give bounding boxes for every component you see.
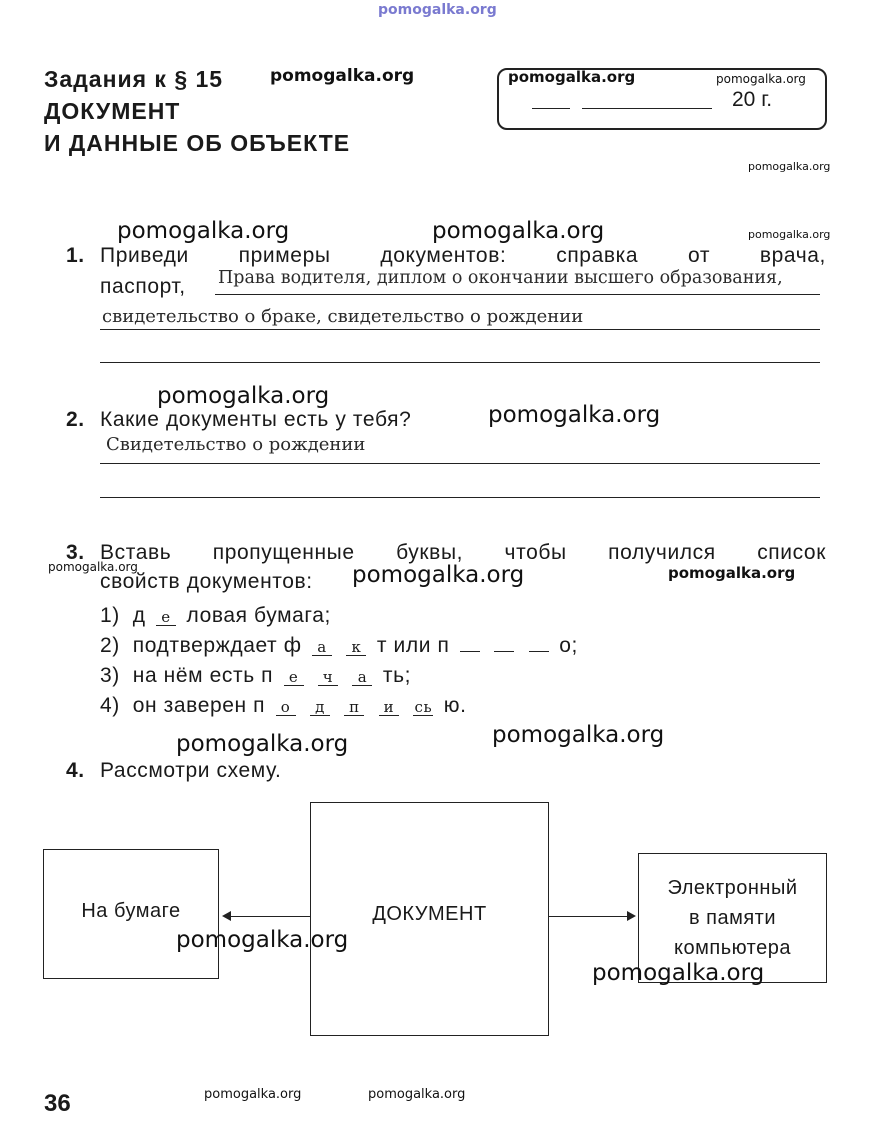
watermark-date-right: pomogalka.org	[716, 72, 806, 86]
scheme-arrow-right-line	[549, 916, 629, 917]
watermark-task2-above: pomogalka.org	[157, 383, 330, 409]
task3-item-4-blank-4: и	[379, 699, 399, 716]
task3-item-2-blank-4	[494, 651, 514, 652]
task3-number: 3.	[66, 541, 85, 564]
task1-number: 1.	[66, 244, 85, 267]
task3-item-1-post: ловая бумага;	[186, 604, 331, 627]
task1-answer-2: свидетельство о браке, свидетельство о рождении	[102, 306, 584, 327]
date-year-suffix: 20 г.	[732, 88, 773, 111]
task3-item-4-blank-2: д	[310, 699, 330, 716]
scheme-box-electronic-line1: Электронный	[667, 877, 798, 899]
task3-item-3-blank-3: а	[352, 669, 372, 686]
task3-item-3-pre: на нём есть п	[132, 664, 274, 687]
scheme-box-document-label: ДОКУМЕНТ	[372, 902, 487, 925]
task3-item-2-post: о;	[559, 634, 578, 657]
watermark-task3-inline: pomogalka.org	[352, 562, 525, 588]
task3-item-2-blank-5	[529, 651, 549, 652]
watermark-task2-inline: pomogalka.org	[488, 402, 661, 428]
task2-number: 2.	[66, 408, 85, 431]
task2-answer-line1	[100, 463, 820, 464]
task4-text: Рассмотри схему.	[100, 759, 282, 782]
header-title-line3: И ДАННЫЕ ОБ ОБЪЕКТЕ	[44, 130, 351, 156]
task3-item-3-blank-2: ч	[318, 669, 338, 686]
task3-text-line2: свойств документов:	[100, 570, 313, 593]
task2-answer: Свидетельство о рождении	[106, 434, 366, 455]
task3-item-4-blank-3: п	[344, 699, 364, 716]
watermark-footer-2: pomogalka.org	[368, 1087, 466, 1102]
watermark-task3-right: pomogalka.org	[668, 564, 796, 582]
scheme-arrow-left-head	[222, 911, 231, 921]
task1-answer-line1	[215, 294, 820, 295]
task1-text-line2: паспорт,	[100, 275, 186, 298]
page-number: 36	[44, 1090, 71, 1117]
task3-item-2-mid: т или п	[376, 634, 450, 657]
watermark-date-left: pomogalka.org	[508, 68, 636, 86]
watermark-task4-right: pomogalka.org	[492, 722, 665, 748]
task3-item-4-blank-5: сь	[414, 698, 433, 716]
task3-item-4-pre: он заверен п	[132, 694, 266, 717]
task2-answer-line2	[100, 497, 820, 498]
task1-answer-1: Права водителя, диплом о окончании высшего образования,	[218, 268, 783, 288]
task3-item-3-blank-1: е	[284, 669, 304, 686]
task3-item-4-num: 4)	[100, 694, 120, 717]
task3-item-3-post: ть;	[382, 664, 412, 687]
task3-item-2-blank-3	[460, 651, 480, 652]
header-title-line2: ДОКУМЕНТ	[44, 98, 181, 124]
task3-item-2-num: 2)	[100, 634, 120, 657]
task4-number: 4.	[66, 759, 85, 782]
task1-answer-line2	[100, 329, 820, 330]
watermark-task1-left: pomogalka.org	[117, 218, 290, 244]
task3-item-2	[100, 634, 578, 658]
watermark-task4-left: pomogalka.org	[176, 731, 349, 757]
scheme-arrow-right-head	[627, 911, 636, 921]
watermark-task3-left: pomogalka.org	[48, 560, 138, 574]
watermark-header: pomogalka.org	[270, 66, 415, 86]
scheme-box-document	[310, 802, 549, 1036]
task3-item-2-blank-1: а	[312, 639, 332, 656]
header-title-line1: Задания к § 15	[44, 66, 224, 92]
scheme-arrow-left-line	[230, 916, 310, 917]
task1-text-line1: Приведи примеры документов: справка от врача,	[100, 244, 826, 267]
watermark-right-1: pomogalka.org	[748, 160, 831, 173]
scheme-box-paper-label: На бумаге	[81, 899, 181, 922]
task3-text-line1: Вставь пропущенные буквы, чтобы получился список	[100, 541, 826, 564]
scheme-box-electronic-line3: компьютера	[674, 937, 791, 959]
task1-answer-line3	[100, 362, 820, 363]
task3-item-1-blank-1: е	[156, 609, 176, 626]
date-day-blank	[532, 108, 570, 109]
watermark-right-2: pomogalka.org	[748, 228, 831, 241]
watermark-task1-mid: pomogalka.org	[432, 218, 605, 244]
task3-item-2-blank-2: к	[346, 639, 366, 656]
task3-item-1	[100, 604, 331, 628]
watermark-scheme-left: pomogalka.org	[176, 927, 349, 953]
task3-item-2-pre: подтверждает ф	[132, 634, 302, 657]
task3-item-1-num: 1)	[100, 604, 120, 627]
task3-item-3	[100, 664, 411, 688]
task3-item-4-post: ю.	[443, 694, 467, 717]
task2-text: Какие документы есть у тебя?	[100, 408, 412, 431]
scheme-box-electronic-line2: в памяти	[688, 907, 777, 929]
watermark-footer-1: pomogalka.org	[204, 1087, 302, 1102]
watermark-top: pomogalka.org	[378, 2, 497, 18]
date-month-blank	[582, 108, 712, 109]
watermark-scheme-right: pomogalka.org	[592, 960, 765, 986]
task3-item-4	[100, 694, 467, 718]
scheme-box-paper	[43, 849, 219, 979]
task3-item-4-blank-1: о	[276, 699, 296, 716]
task3-item-3-num: 3)	[100, 664, 120, 687]
task3-item-1-pre: д	[132, 604, 146, 627]
